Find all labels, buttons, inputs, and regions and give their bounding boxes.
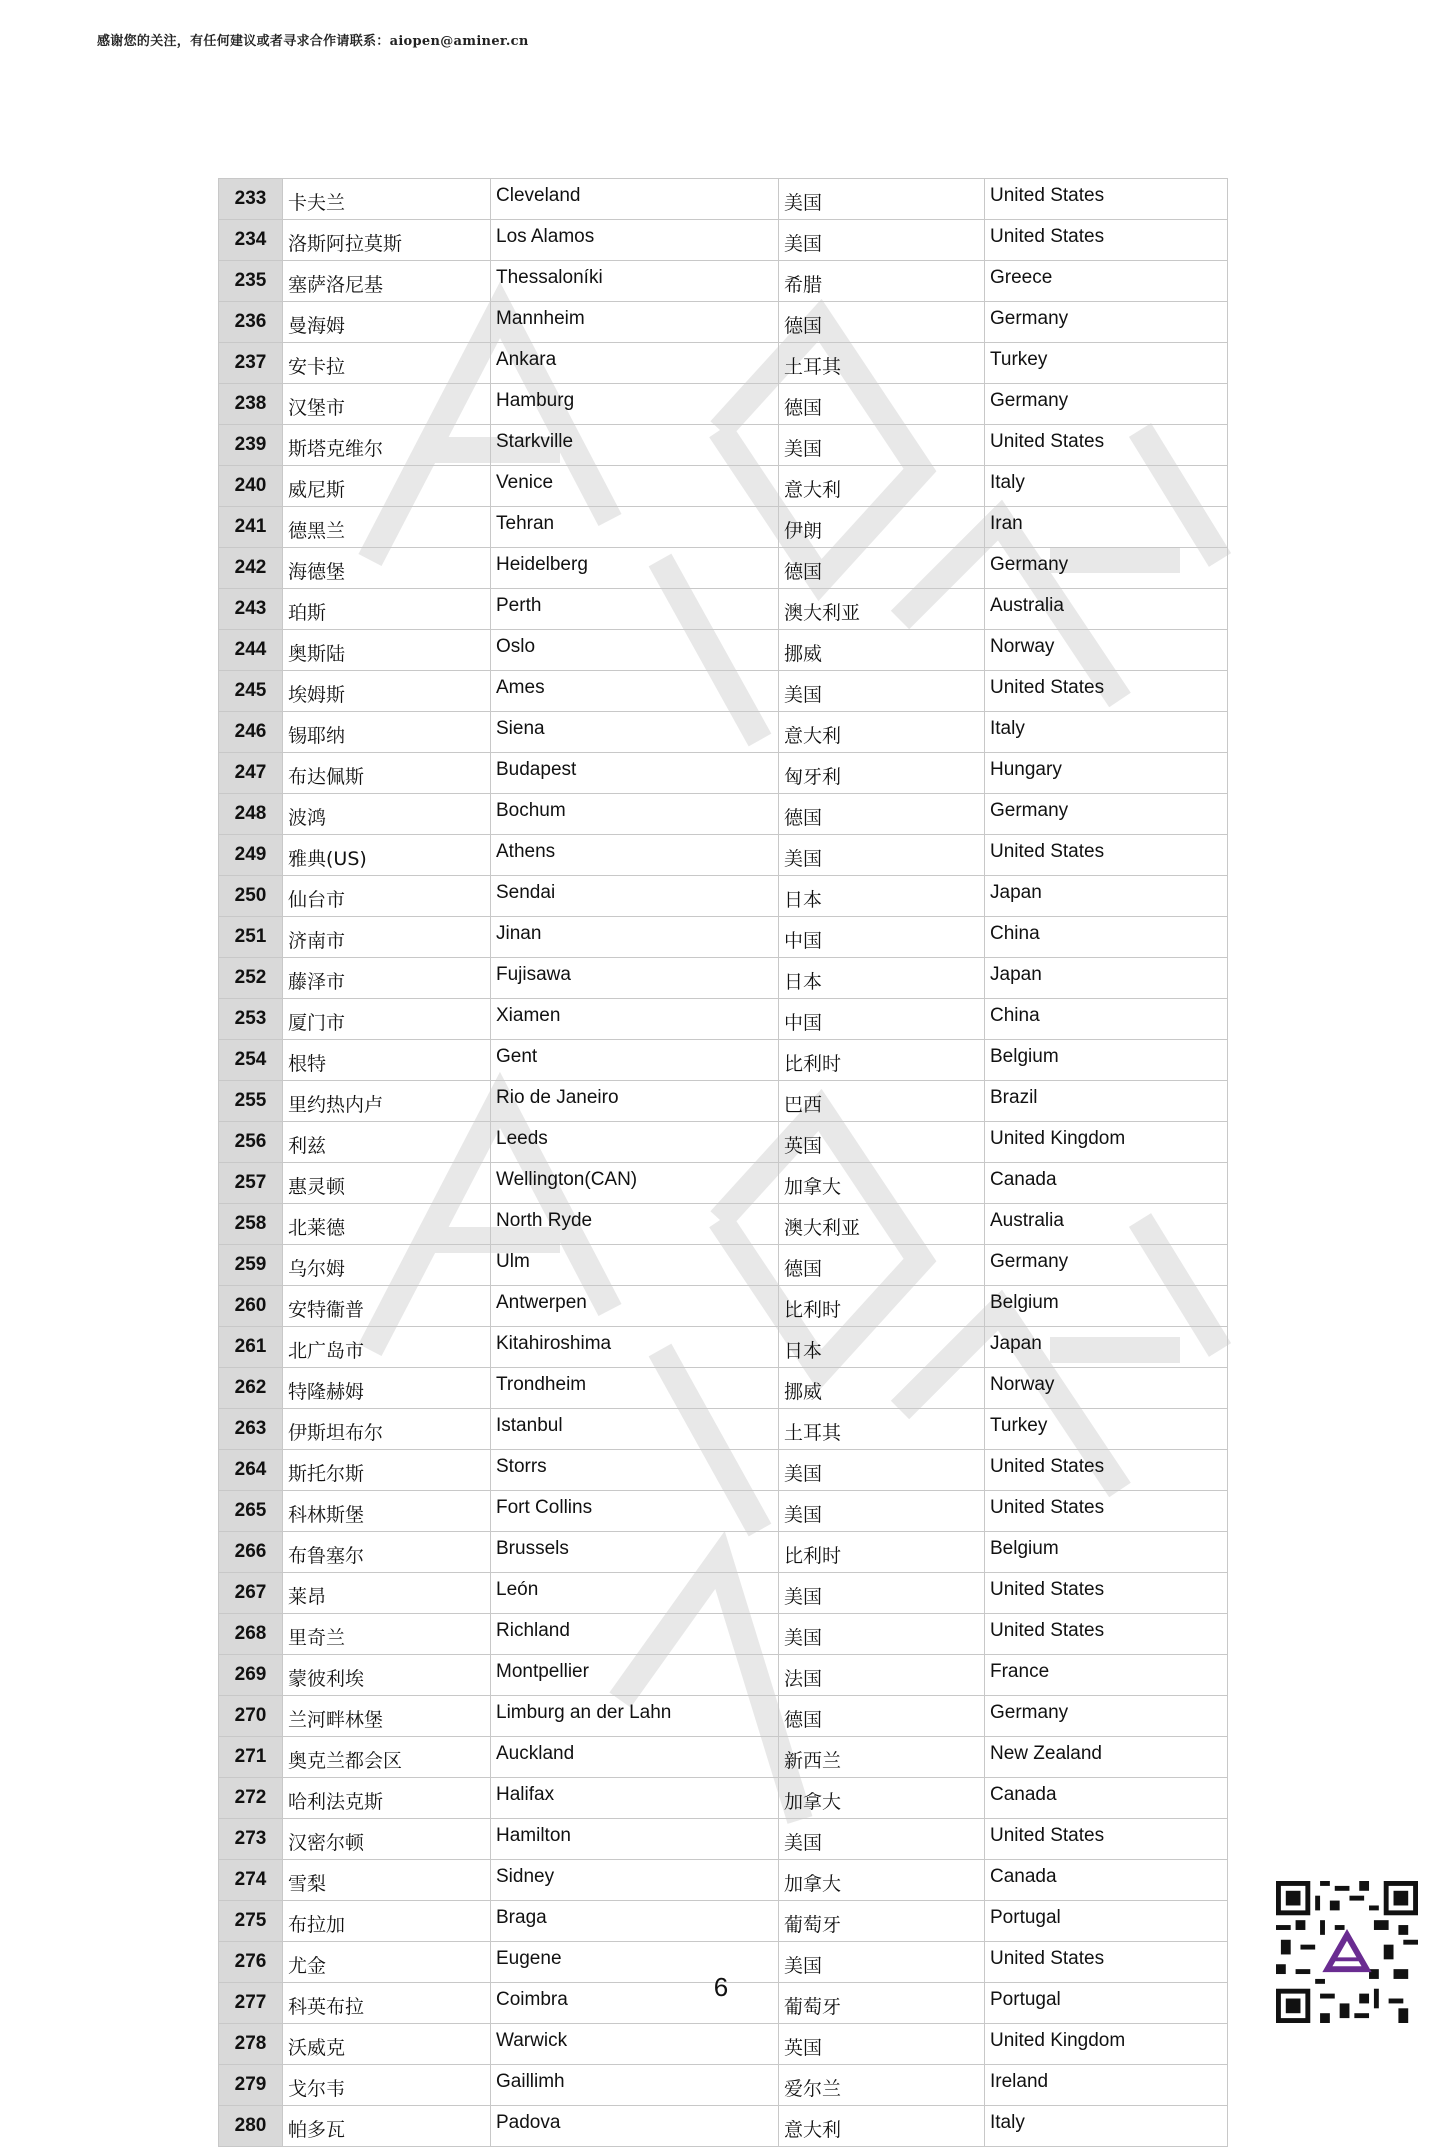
city-name-zh: 戈尔韦	[283, 2065, 491, 2106]
row-number: 244	[219, 630, 283, 671]
page-number: 6	[713, 1972, 729, 2002]
city-name-en: Richland	[491, 1614, 779, 1655]
country-name-zh: 加拿大	[779, 1163, 985, 1204]
city-name-zh: 利兹	[283, 1122, 491, 1163]
country-name-en: United States	[985, 1819, 1228, 1860]
country-name-zh: 土耳其	[779, 1409, 985, 1450]
country-name-en: United States	[985, 1573, 1228, 1614]
country-name-zh: 德国	[779, 1696, 985, 1737]
city-name-zh: 海德堡	[283, 548, 491, 589]
country-name-zh: 比利时	[779, 1286, 985, 1327]
city-name-en: Padova	[491, 2106, 779, 2147]
country-name-zh: 美国	[779, 179, 985, 220]
row-number: 273	[219, 1819, 283, 1860]
city-name-en: Ames	[491, 671, 779, 712]
row-number: 234	[219, 220, 283, 261]
country-name-zh: 美国	[779, 1450, 985, 1491]
country-name-zh: 比利时	[779, 1040, 985, 1081]
country-name-en: New Zealand	[985, 1737, 1228, 1778]
city-name-en: Xiamen	[491, 999, 779, 1040]
country-name-zh: 美国	[779, 220, 985, 261]
table-row	[219, 1655, 1228, 1696]
city-name-zh: 雅典(US)	[283, 835, 491, 876]
city-name-zh: 帕多瓦	[283, 2106, 491, 2147]
city-name-zh: 伊斯坦布尔	[283, 1409, 491, 1450]
city-name-zh: 洛斯阿拉莫斯	[283, 220, 491, 261]
country-name-en: Australia	[985, 1204, 1228, 1245]
city-name-zh: 特隆赫姆	[283, 1368, 491, 1409]
country-name-zh: 德国	[779, 548, 985, 589]
country-name-en: Belgium	[985, 1286, 1228, 1327]
contact-note: 感谢您的关注，有任何建议或者寻求合作请联系：aiopen@aminer.cn	[97, 34, 529, 49]
city-name-en: Cleveland	[491, 179, 779, 220]
city-name-en: Gent	[491, 1040, 779, 1081]
country-name-en: United States	[985, 671, 1228, 712]
row-number: 271	[219, 1737, 283, 1778]
country-name-en: Iran	[985, 507, 1228, 548]
country-name-en: United States	[985, 1491, 1228, 1532]
city-name-en: Fort Collins	[491, 1491, 779, 1532]
city-name-zh: 德黑兰	[283, 507, 491, 548]
country-name-en: Italy	[985, 466, 1228, 507]
country-name-en: Turkey	[985, 343, 1228, 384]
city-name-en: Perth	[491, 589, 779, 630]
city-name-zh: 布达佩斯	[283, 753, 491, 794]
city-name-en: Eugene	[491, 1942, 779, 1983]
city-name-en: Leeds	[491, 1122, 779, 1163]
row-number: 279	[219, 2065, 283, 2106]
city-name-zh: 布鲁塞尔	[283, 1532, 491, 1573]
country-name-en: Belgium	[985, 1040, 1228, 1081]
city-name-zh: 北广岛市	[283, 1327, 491, 1368]
table-row	[219, 1737, 1228, 1778]
table-row	[219, 1040, 1228, 1081]
table-row	[219, 466, 1228, 507]
country-name-en: Portugal	[985, 1983, 1228, 2024]
country-name-zh: 澳大利亚	[779, 1204, 985, 1245]
city-name-en: Venice	[491, 466, 779, 507]
country-name-zh: 中国	[779, 917, 985, 958]
city-table	[218, 178, 1228, 2147]
row-number: 247	[219, 753, 283, 794]
city-name-zh: 蒙彼利埃	[283, 1655, 491, 1696]
country-name-en: China	[985, 917, 1228, 958]
city-name-en: Braga	[491, 1901, 779, 1942]
row-number: 249	[219, 835, 283, 876]
city-name-en: Warwick	[491, 2024, 779, 2065]
city-name-zh: 乌尔姆	[283, 1245, 491, 1286]
country-name-en: China	[985, 999, 1228, 1040]
city-name-en: Oslo	[491, 630, 779, 671]
country-name-en: Italy	[985, 712, 1228, 753]
city-name-zh: 根特	[283, 1040, 491, 1081]
country-name-en: Portugal	[985, 1901, 1228, 1942]
city-name-zh: 里约热内卢	[283, 1081, 491, 1122]
country-name-en: United States	[985, 1450, 1228, 1491]
table-row	[219, 958, 1228, 999]
city-name-en: Gaillimh	[491, 2065, 779, 2106]
country-name-en: Italy	[985, 2106, 1228, 2147]
table-row	[219, 425, 1228, 466]
row-number: 236	[219, 302, 283, 343]
table-row	[219, 876, 1228, 917]
city-name-zh: 卡夫兰	[283, 179, 491, 220]
table-row	[219, 589, 1228, 630]
city-name-zh: 藤泽市	[283, 958, 491, 999]
country-name-zh: 加拿大	[779, 1860, 985, 1901]
city-name-en: Auckland	[491, 1737, 779, 1778]
city-name-en: Antwerpen	[491, 1286, 779, 1327]
row-number: 255	[219, 1081, 283, 1122]
row-number: 276	[219, 1942, 283, 1983]
table-row	[219, 507, 1228, 548]
table-row	[219, 1122, 1228, 1163]
country-name-en: Hungary	[985, 753, 1228, 794]
table-row	[219, 1163, 1228, 1204]
country-name-en: Germany	[985, 384, 1228, 425]
city-name-en: Tehran	[491, 507, 779, 548]
city-name-zh: 波鸿	[283, 794, 491, 835]
country-name-en: United Kingdom	[985, 1122, 1228, 1163]
row-number: 259	[219, 1245, 283, 1286]
city-name-en: Budapest	[491, 753, 779, 794]
country-name-zh: 希腊	[779, 261, 985, 302]
country-name-zh: 澳大利亚	[779, 589, 985, 630]
city-name-zh: 北莱德	[283, 1204, 491, 1245]
row-number: 237	[219, 343, 283, 384]
city-name-en: Thessaloníki	[491, 261, 779, 302]
table-row	[219, 1614, 1228, 1655]
country-name-zh: 法国	[779, 1655, 985, 1696]
table-row	[219, 2065, 1228, 2106]
row-number: 240	[219, 466, 283, 507]
row-number: 250	[219, 876, 283, 917]
city-name-en: Ankara	[491, 343, 779, 384]
country-name-zh: 匈牙利	[779, 753, 985, 794]
country-name-zh: 中国	[779, 999, 985, 1040]
city-name-zh: 沃威克	[283, 2024, 491, 2065]
country-name-en: France	[985, 1655, 1228, 1696]
country-name-zh: 美国	[779, 425, 985, 466]
country-name-en: United States	[985, 1942, 1228, 1983]
country-name-en: United States	[985, 1614, 1228, 1655]
table-row	[219, 712, 1228, 753]
city-name-en: Istanbul	[491, 1409, 779, 1450]
city-name-zh: 布拉加	[283, 1901, 491, 1942]
row-number: 243	[219, 589, 283, 630]
row-number: 266	[219, 1532, 283, 1573]
city-name-en: León	[491, 1573, 779, 1614]
city-name-zh: 兰河畔林堡	[283, 1696, 491, 1737]
city-name-en: Rio de Janeiro	[491, 1081, 779, 1122]
city-name-zh: 尤金	[283, 1942, 491, 1983]
table-row	[219, 261, 1228, 302]
city-name-zh: 惠灵顿	[283, 1163, 491, 1204]
city-name-zh: 威尼斯	[283, 466, 491, 507]
city-name-en: Los Alamos	[491, 220, 779, 261]
country-name-en: United States	[985, 220, 1228, 261]
city-name-en: Mannheim	[491, 302, 779, 343]
city-name-zh: 埃姆斯	[283, 671, 491, 712]
city-name-en: Hamilton	[491, 1819, 779, 1860]
city-name-en: Kitahiroshima	[491, 1327, 779, 1368]
city-name-zh: 哈利法克斯	[283, 1778, 491, 1819]
country-name-zh: 美国	[779, 1942, 985, 1983]
row-number: 246	[219, 712, 283, 753]
country-name-en: Turkey	[985, 1409, 1228, 1450]
city-name-en: Trondheim	[491, 1368, 779, 1409]
city-name-zh: 奥克兰都会区	[283, 1737, 491, 1778]
row-number: 254	[219, 1040, 283, 1081]
row-number: 233	[219, 179, 283, 220]
city-name-en: Montpellier	[491, 1655, 779, 1696]
country-name-zh: 日本	[779, 958, 985, 999]
city-name-zh: 科英布拉	[283, 1983, 491, 2024]
table-row	[219, 1245, 1228, 1286]
country-name-en: Brazil	[985, 1081, 1228, 1122]
city-name-en: Fujisawa	[491, 958, 779, 999]
city-name-zh: 科林斯堡	[283, 1491, 491, 1532]
country-name-zh: 英国	[779, 1122, 985, 1163]
table-row	[219, 1450, 1228, 1491]
country-name-zh: 美国	[779, 1491, 985, 1532]
country-name-en: Japan	[985, 1327, 1228, 1368]
country-name-zh: 伊朗	[779, 507, 985, 548]
country-name-zh: 美国	[779, 671, 985, 712]
table-row	[219, 1409, 1228, 1450]
city-name-zh: 济南市	[283, 917, 491, 958]
country-name-en: Ireland	[985, 2065, 1228, 2106]
city-name-en: Athens	[491, 835, 779, 876]
row-number: 238	[219, 384, 283, 425]
city-name-zh: 安特衞普	[283, 1286, 491, 1327]
table-row	[219, 1491, 1228, 1532]
table-row	[219, 1901, 1228, 1942]
row-number: 277	[219, 1983, 283, 2024]
table-row	[219, 1286, 1228, 1327]
city-name-zh: 安卡拉	[283, 343, 491, 384]
city-name-zh: 雪梨	[283, 1860, 491, 1901]
table-row	[219, 794, 1228, 835]
country-name-zh: 德国	[779, 794, 985, 835]
city-name-en: Heidelberg	[491, 548, 779, 589]
row-number: 252	[219, 958, 283, 999]
country-name-zh: 美国	[779, 1614, 985, 1655]
table-row	[219, 1860, 1228, 1901]
table-row	[219, 220, 1228, 261]
city-name-zh: 厦门市	[283, 999, 491, 1040]
country-name-zh: 英国	[779, 2024, 985, 2065]
row-number: 241	[219, 507, 283, 548]
table-row	[219, 384, 1228, 425]
country-name-zh: 德国	[779, 1245, 985, 1286]
country-name-zh: 意大利	[779, 466, 985, 507]
country-name-en: Canada	[985, 1163, 1228, 1204]
city-name-en: Storrs	[491, 1450, 779, 1491]
country-name-zh: 意大利	[779, 2106, 985, 2147]
country-name-en: Australia	[985, 589, 1228, 630]
city-name-zh: 汉堡市	[283, 384, 491, 425]
city-name-en: Starkville	[491, 425, 779, 466]
table-row	[219, 835, 1228, 876]
table-row	[219, 1819, 1228, 1860]
row-number: 248	[219, 794, 283, 835]
city-name-en: Coimbra	[491, 1983, 779, 2024]
city-name-zh: 珀斯	[283, 589, 491, 630]
city-name-zh: 里奇兰	[283, 1614, 491, 1655]
table-row	[219, 2106, 1228, 2147]
table-row	[219, 302, 1228, 343]
country-name-zh: 美国	[779, 835, 985, 876]
country-name-zh: 土耳其	[779, 343, 985, 384]
table-row	[219, 630, 1228, 671]
country-name-zh: 加拿大	[779, 1778, 985, 1819]
row-number: 263	[219, 1409, 283, 1450]
row-number: 245	[219, 671, 283, 712]
table-row	[219, 548, 1228, 589]
table-row	[219, 1696, 1228, 1737]
country-name-zh: 意大利	[779, 712, 985, 753]
row-number: 256	[219, 1122, 283, 1163]
table-row	[219, 2024, 1228, 2065]
row-number: 253	[219, 999, 283, 1040]
row-number: 258	[219, 1204, 283, 1245]
country-name-zh: 巴西	[779, 1081, 985, 1122]
city-name-en: Siena	[491, 712, 779, 753]
table-row	[219, 1368, 1228, 1409]
table-row	[219, 1327, 1228, 1368]
table-row	[219, 179, 1228, 220]
country-name-zh: 挪威	[779, 630, 985, 671]
country-name-en: United States	[985, 835, 1228, 876]
country-name-zh: 葡萄牙	[779, 1983, 985, 2024]
table-row	[219, 1204, 1228, 1245]
city-name-zh: 汉密尔顿	[283, 1819, 491, 1860]
country-name-zh: 德国	[779, 302, 985, 343]
row-number: 275	[219, 1901, 283, 1942]
row-number: 268	[219, 1614, 283, 1655]
country-name-zh: 爱尔兰	[779, 2065, 985, 2106]
row-number: 269	[219, 1655, 283, 1696]
country-name-en: Germany	[985, 548, 1228, 589]
country-name-zh: 日本	[779, 876, 985, 917]
row-number: 274	[219, 1860, 283, 1901]
row-number: 235	[219, 261, 283, 302]
city-name-en: Limburg an der Lahn	[491, 1696, 779, 1737]
country-name-en: Norway	[985, 630, 1228, 671]
row-number: 270	[219, 1696, 283, 1737]
country-name-zh: 美国	[779, 1819, 985, 1860]
table-row	[219, 1778, 1228, 1819]
city-name-en: Wellington(CAN)	[491, 1163, 779, 1204]
country-name-en: Greece	[985, 261, 1228, 302]
country-name-en: Germany	[985, 302, 1228, 343]
country-name-en: Germany	[985, 794, 1228, 835]
row-number: 265	[219, 1491, 283, 1532]
row-number: 262	[219, 1368, 283, 1409]
country-name-zh: 葡萄牙	[779, 1901, 985, 1942]
row-number: 264	[219, 1450, 283, 1491]
city-table-body	[219, 179, 1228, 2147]
row-number: 280	[219, 2106, 283, 2147]
country-name-en: Canada	[985, 1778, 1228, 1819]
table-row	[219, 343, 1228, 384]
country-name-en: Germany	[985, 1245, 1228, 1286]
city-name-zh: 斯塔克维尔	[283, 425, 491, 466]
city-name-en: Ulm	[491, 1245, 779, 1286]
country-name-zh: 挪威	[779, 1368, 985, 1409]
row-number: 242	[219, 548, 283, 589]
country-name-zh: 日本	[779, 1327, 985, 1368]
country-name-en: Canada	[985, 1860, 1228, 1901]
country-name-zh: 比利时	[779, 1532, 985, 1573]
city-name-en: Hamburg	[491, 384, 779, 425]
table-row	[219, 1573, 1228, 1614]
city-name-en: Brussels	[491, 1532, 779, 1573]
qr-code-icon	[1276, 1881, 1418, 2023]
country-name-zh: 新西兰	[779, 1737, 985, 1778]
city-name-zh: 锡耶纳	[283, 712, 491, 753]
row-number: 272	[219, 1778, 283, 1819]
row-number: 278	[219, 2024, 283, 2065]
country-name-zh: 美国	[779, 1573, 985, 1614]
table-row	[219, 1081, 1228, 1122]
country-name-en: Norway	[985, 1368, 1228, 1409]
country-name-en: United Kingdom	[985, 2024, 1228, 2065]
city-name-zh: 奥斯陆	[283, 630, 491, 671]
country-name-en: United States	[985, 425, 1228, 466]
row-number: 267	[219, 1573, 283, 1614]
city-name-en: North Ryde	[491, 1204, 779, 1245]
city-name-en: Sendai	[491, 876, 779, 917]
city-name-en: Halifax	[491, 1778, 779, 1819]
city-name-zh: 曼海姆	[283, 302, 491, 343]
country-name-en: Japan	[985, 958, 1228, 999]
table-row	[219, 999, 1228, 1040]
city-name-en: Sidney	[491, 1860, 779, 1901]
row-number: 251	[219, 917, 283, 958]
country-name-zh: 德国	[779, 384, 985, 425]
country-name-en: Japan	[985, 876, 1228, 917]
city-name-zh: 仙台市	[283, 876, 491, 917]
city-name-en: Jinan	[491, 917, 779, 958]
country-name-en: Belgium	[985, 1532, 1228, 1573]
country-name-en: United States	[985, 179, 1228, 220]
table-row	[219, 917, 1228, 958]
row-number: 261	[219, 1327, 283, 1368]
row-number: 260	[219, 1286, 283, 1327]
table-row	[219, 1532, 1228, 1573]
table-row	[219, 753, 1228, 794]
table-row	[219, 671, 1228, 712]
city-name-zh: 塞萨洛尼基	[283, 261, 491, 302]
city-name-en: Bochum	[491, 794, 779, 835]
country-name-en: Germany	[985, 1696, 1228, 1737]
city-name-zh: 莱昂	[283, 1573, 491, 1614]
city-name-zh: 斯托尔斯	[283, 1450, 491, 1491]
row-number: 239	[219, 425, 283, 466]
row-number: 257	[219, 1163, 283, 1204]
